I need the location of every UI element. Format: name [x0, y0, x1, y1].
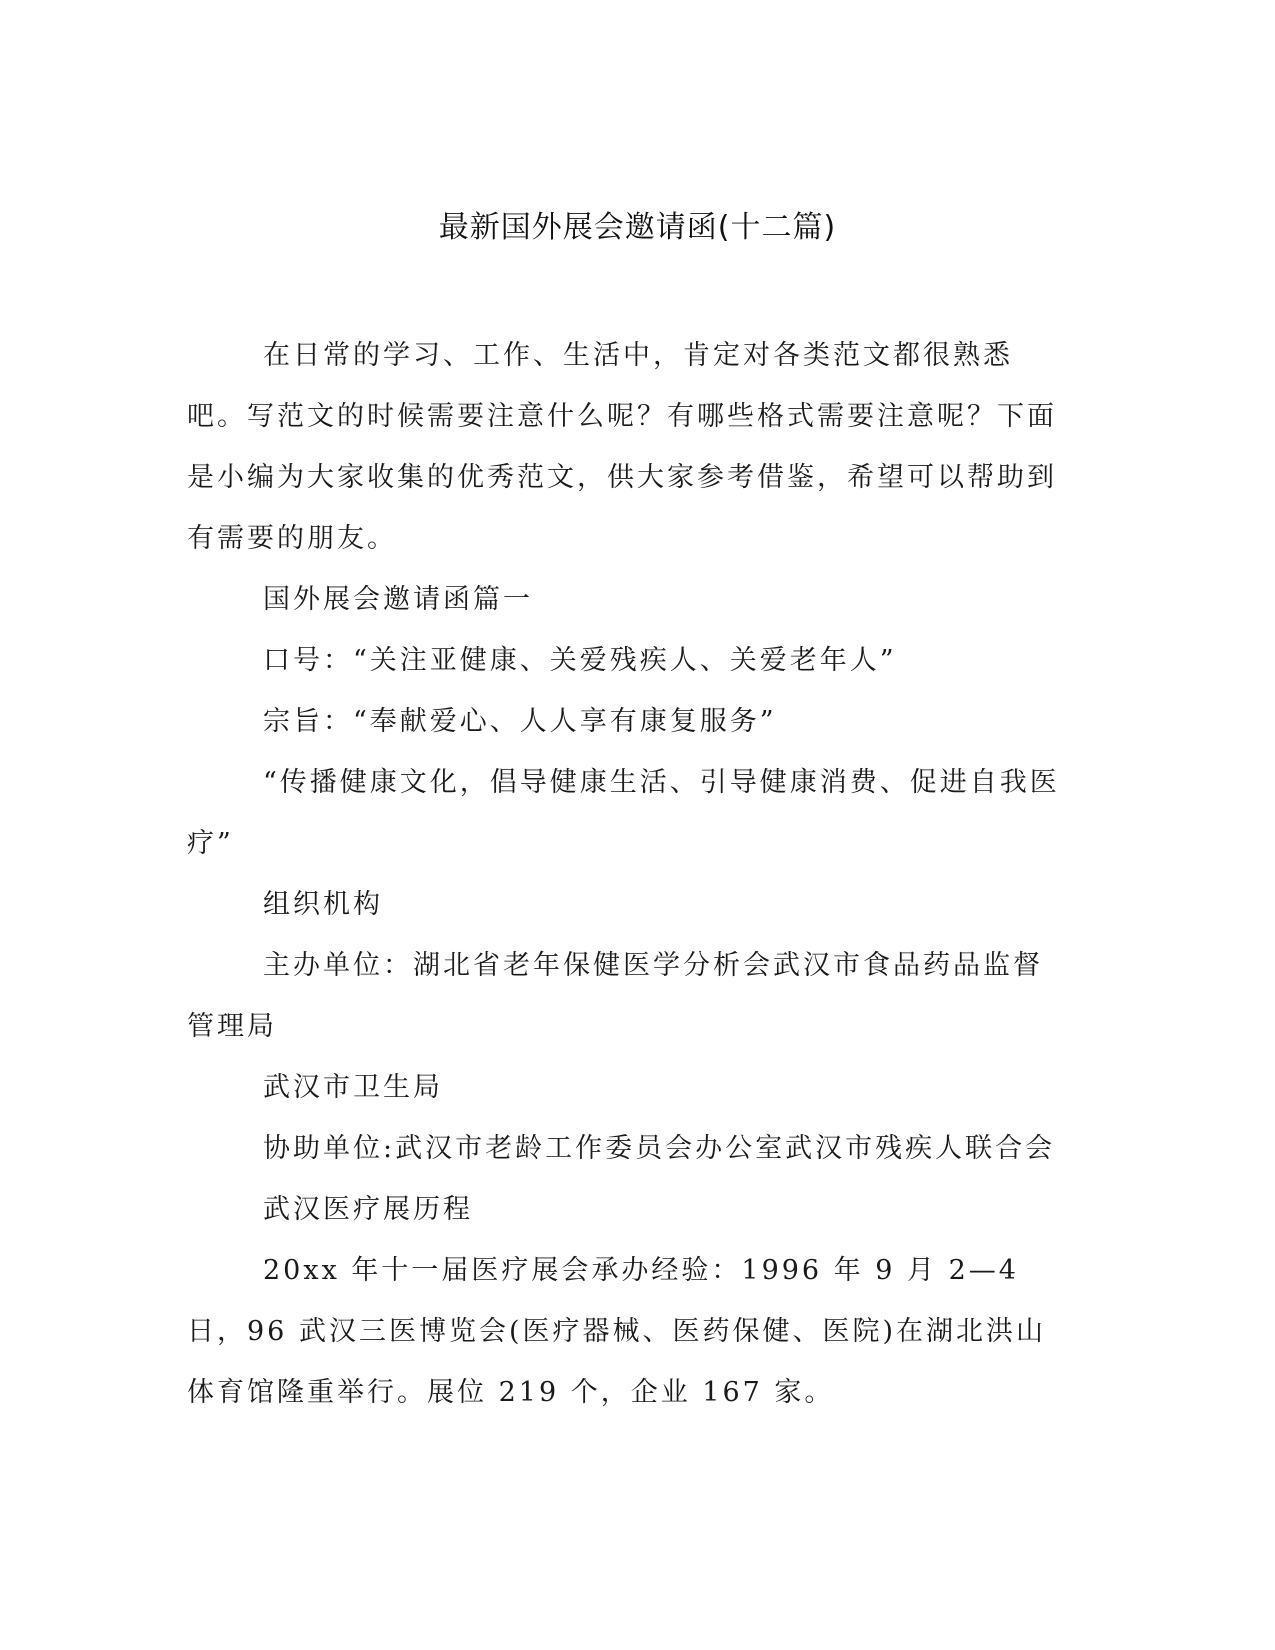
host-units-line: 主办单位：湖北省老年保健医学分析会武汉市食品药品监督管理局 [187, 950, 1043, 1042]
organization-heading: 组织机构 [263, 889, 383, 920]
purpose-line: 宗旨：“奉献爱心、人人享有康复服务” [263, 706, 777, 737]
health-bureau-line: 武汉市卫生局 [263, 1072, 443, 1103]
history-paragraph: 20xx 年十一届医疗展会承办经验：1996 年 9 月 2—4 日，96 武汉三医博览会(医疗器械、医药保健、医院)在湖北洪山体育馆隆重举行。展位 219 个，企业 167 家。 [187, 1255, 1047, 1408]
slogan-line: 口号：“关注亚健康、关爱残疾人、关爱老年人” [263, 645, 897, 676]
history-heading: 武汉医疗展历程 [263, 1194, 473, 1225]
section-heading: 国外展会邀请函篇一 [263, 584, 533, 615]
support-units-line: 协助单位:武汉市老龄工作委员会办公室武汉市残疾人联合会 [263, 1133, 1056, 1164]
intro-paragraph: 在日常的学习、工作、生活中，肯定对各类范文都很熟悉吧。写范文的时候需要注意什么呢？有哪些格式需要注意呢？下面是小编为大家收集的优秀范文，供大家参考借鉴，希望可以帮助到有需要的朋友。 [187, 340, 1057, 554]
document-body [187, 325, 1067, 1423]
document-title: 最新国外展会邀请函(十二篇) [438, 210, 837, 245]
quote-line: “传播健康文化，倡导健康生活、引导健康消费、促进自我医疗” [187, 767, 1060, 859]
